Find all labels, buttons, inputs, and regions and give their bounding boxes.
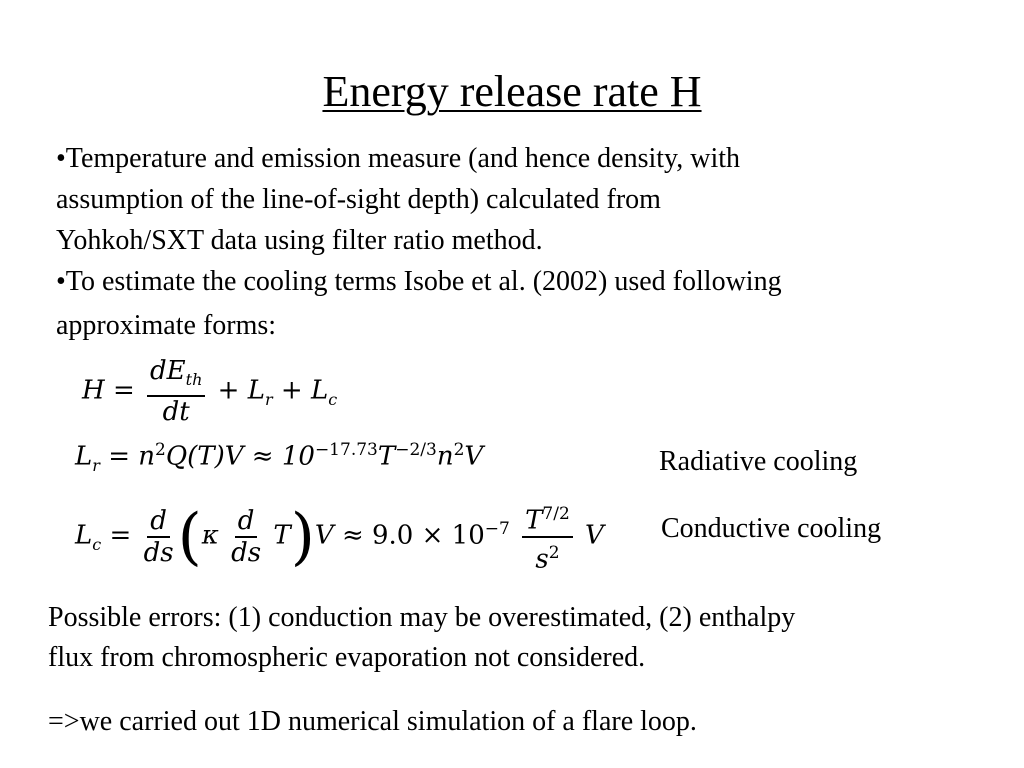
eq-exponent: 2: [453, 440, 465, 460]
eq-symbol: T: [377, 441, 396, 472]
conductive-cooling-label: Conductive cooling: [661, 513, 882, 544]
fraction: [144, 506, 174, 568]
fraction-denominator: ds: [231, 537, 262, 568]
bullet-line: Yohkoh/SXT data using filter ratio method.: [56, 225, 543, 256]
eq-symbol: V: [314, 520, 334, 551]
eq-symbol: + L: [217, 375, 265, 406]
bullet-line: approximate forms:: [56, 310, 277, 341]
eq-symbol: V: [585, 520, 604, 551]
fraction-denominator: dt: [162, 397, 190, 428]
eq-symbol: =: [109, 520, 132, 551]
eq-subscript: r: [92, 455, 100, 475]
eq-symbol: s: [535, 544, 549, 575]
left-paren: (: [177, 499, 202, 573]
eq-symbol: T: [525, 505, 543, 536]
eq-symbol: V: [464, 441, 484, 472]
errors-note: [48, 598, 795, 678]
fraction-numerator: d: [235, 506, 258, 538]
eq-exponent: 2: [548, 542, 560, 563]
fraction: [231, 506, 261, 568]
eq-exponent: 2: [154, 440, 166, 460]
right-paren: ): [290, 499, 315, 573]
eq-subscript: c: [92, 534, 102, 554]
conclusion-note: =>we carried out 1D numerical simulation of a flare loop.: [48, 706, 697, 737]
conductive-equation: [75, 499, 604, 574]
eq-exponent: 7/2: [542, 504, 570, 524]
fraction: [147, 356, 205, 427]
fraction-denominator: ds: [143, 537, 174, 568]
eq-symbol: L: [75, 520, 93, 551]
radiative-cooling-label: Radiative cooling: [659, 446, 858, 477]
bullet-list: [56, 138, 976, 349]
eq-symbol: =: [112, 375, 135, 406]
eq-subscript: c: [328, 389, 338, 409]
bullet-line: assumption of the line-of-sight depth) calculated from: [56, 184, 661, 215]
slide-title: Energy release rate H: [322, 67, 702, 116]
eq-symbol: ≈ 9.0 × 10: [341, 520, 485, 551]
eq-symbol: dE: [150, 356, 186, 386]
note-line: flux from chromospheric evaporation not considered.: [48, 642, 646, 673]
fraction-denominator: [535, 538, 559, 575]
eq-symbol: H: [82, 375, 105, 406]
energy-equation: [82, 356, 337, 427]
fraction: [522, 499, 573, 574]
eq-symbol: T: [273, 520, 291, 551]
eq-symbol: = n: [108, 441, 155, 472]
eq-subscript: th: [185, 370, 203, 390]
eq-exponent: −7: [484, 519, 510, 539]
fraction-numerator: d: [147, 506, 170, 538]
note-line: Possible errors: (1) conduction may be overestimated, (2) enthalpy: [48, 602, 796, 633]
eq-symbol: L: [75, 441, 93, 472]
fraction-numerator: [147, 356, 205, 397]
eq-symbol: κ: [201, 520, 219, 551]
bullet-line: •To estimate the cooling terms Isobe et al. (2002) used following: [56, 266, 782, 297]
eq-symbol: n: [436, 441, 454, 472]
bullet-item: [56, 261, 976, 349]
bullet-line: •Temperature and emission measure (and hence density, with: [56, 143, 741, 174]
eq-subscript: r: [264, 389, 273, 409]
eq-exponent: −2/3: [395, 440, 437, 460]
eq-exponent: −17.73: [314, 440, 378, 460]
bullet-item: [56, 138, 976, 261]
fraction-numerator: [522, 499, 573, 538]
eq-symbol: Q(T)V ≈ 10: [165, 441, 315, 472]
eq-symbol: + L: [280, 375, 329, 406]
radiative-equation: [75, 440, 483, 475]
